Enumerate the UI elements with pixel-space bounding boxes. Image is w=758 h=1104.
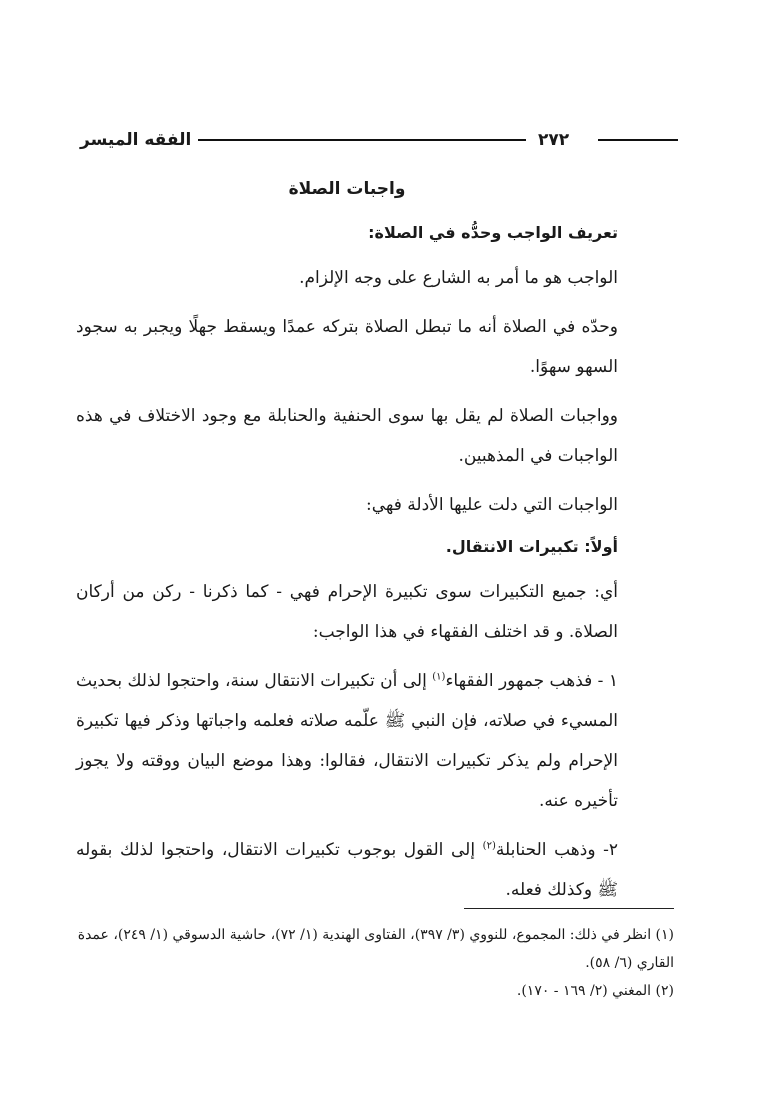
page-number: ٢٧٢ — [538, 130, 570, 150]
page-content — [76, 176, 618, 919]
definition-subheading: تعريف الواجب وحدُّه في الصلاة: — [368, 223, 618, 242]
page-number-rule — [598, 139, 678, 141]
majority-opinion-paragraph — [76, 661, 618, 821]
first-subheading: أولاً: تكبيرات الانتقال. — [445, 537, 618, 556]
definition-paragraph: الواجب هو ما أمر به الشارع على وجه الإلزام. — [299, 268, 618, 288]
header-rule — [198, 139, 526, 141]
majority-opinion-rest: إلى أن تكبيرات الانتقال سنة، واحتجوا لذلك بحديث المسيء في صلاته، فإن النبي ﷺ علّمه صلاته فعلمه واجباتها وذكر فيها تكبيرة الإحرام ولم يذكر تكبيرات الانتقال، فقالوا: وهذا موضع البيان ووقته ولا يجوز تأخيره عنه. — [76, 671, 618, 811]
limit-paragraph: وحدّه في الصلاة أنه ما تبطل الصلاة بتركه عمدًا ويسقط جهلًا ويجبر به سجود السهو سهوًا. — [76, 317, 618, 377]
schools-paragraph: وواجبات الصلاة لم يقل بها سوى الحنفية والحنابلة مع وجود الاختلاف في هذه الواجبات في المذهبين. — [76, 406, 618, 466]
footnote-marker-2[interactable]: (٢) — [482, 840, 496, 852]
intro-paragraph: الواجبات التي دلت عليها الأدلة فهي: — [366, 495, 618, 515]
footnote-1: (١) انظر في ذلك: المجموع، للنووي (٣/ ٣٩٧)، الفتاوى الهندية (١/ ٧٢)، حاشية الدسوقي (١/ ٢٤٩)، عمدة القاري (٦/ ٥٨). — [77, 927, 674, 971]
hanbali-opinion-rest: إلى القول بوجوب تكبيرات الانتقال، واحتجوا لذلك بقوله ﷺ وكذلك فعله. — [76, 840, 618, 900]
hanbali-opinion-start: ٢- وذهب الحنابلة — [495, 840, 618, 860]
footnote-rule — [464, 908, 674, 909]
book-title: الفقه الميسر — [80, 130, 192, 150]
hanbali-opinion-paragraph — [76, 830, 618, 910]
section-title: واجبات الصلاة — [288, 179, 406, 199]
footnote-marker-1[interactable]: (١) — [432, 671, 446, 683]
first-explanation-paragraph: أي: جميع التكبيرات سوى تكبيرة الإحرام فهي - كما ذكرنا - ركن من أركان الصلاة. و قد اختلف الفقهاء في هذا الواجب: — [76, 582, 618, 642]
page-header — [80, 128, 678, 152]
footnotes — [76, 908, 674, 1005]
footnote-2: (٢) المغني (٢/ ١٦٩ - ١٧٠). — [516, 983, 674, 999]
majority-opinion-start: ١ - فذهب جمهور الفقهاء — [445, 671, 618, 691]
